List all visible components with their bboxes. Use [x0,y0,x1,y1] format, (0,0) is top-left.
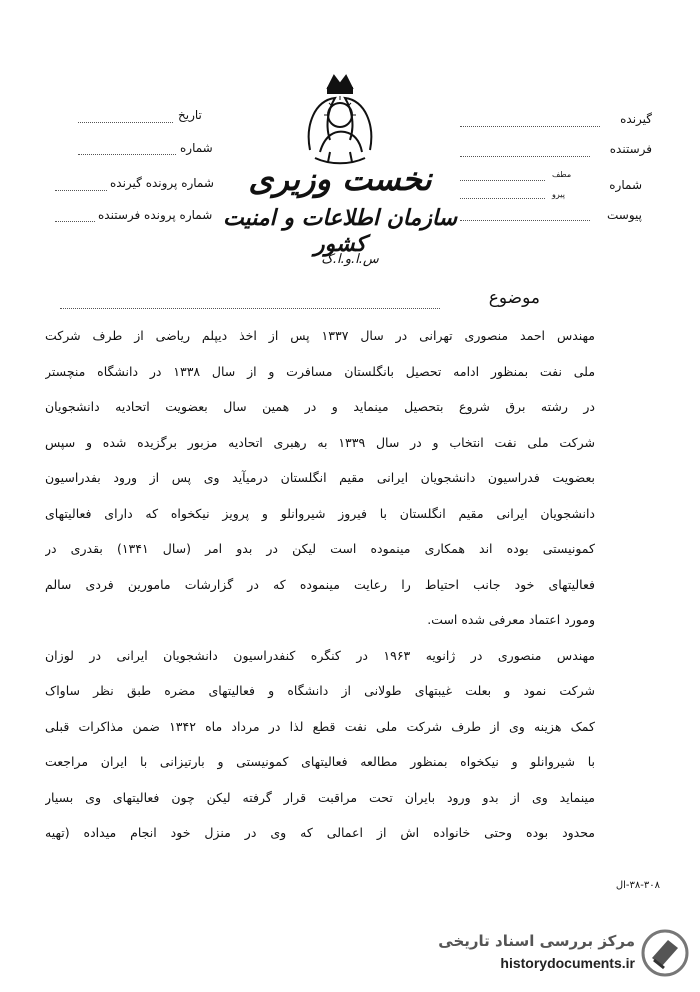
subject-line [60,308,440,309]
body-line: مینماید وی از بدو ورود بایران تحت مراقبت قرار گرفته لیکن چون فعالیتهای وی بسیار [45,789,595,805]
archive-logo-icon [640,928,690,978]
body-line: شرکت نمود و بعلت غیبتهای طولانی از دانشگاه و فعالیتهای مضره طبق نظر ساواک [45,683,595,698]
number-line-1 [460,180,545,181]
date-label: تاریخ [178,108,202,122]
document-reference-number: ۳۸-۳۰۸-ال [615,880,660,891]
body-line: کمک هزینه وی از طرف شرکت ملی نفت قطع لذا در مرداد ماه ۱۳۴۲ ضمن مذاکرات قبلی [45,718,595,734]
org-title: نخست وزیری [248,160,432,198]
left-number-line [78,154,176,155]
body-line: با شیروانلو و نیکخواه بمنظور مطالعه فعالیتهای کمونیستی و بارتیزانی با ایران مراجعت [45,754,595,769]
date-line [78,122,173,123]
body-line: ومورد اعتماد معرفی شده است. [427,612,595,627]
watermark-url[interactable]: historydocuments.ir [500,955,635,971]
sender-file-label: شماره پرونده فرستنده [98,208,213,222]
classification-code: س.ا.و.ا.ک [321,252,379,267]
document-body [45,318,595,851]
recipient-file-label: شماره پرونده گیرنده [110,176,214,190]
number-label: شماره [609,178,642,192]
sender-line [460,156,590,157]
attachment-label: پیوست [607,208,642,222]
sender-label: فرستنده [609,142,652,156]
left-number-label: شماره [180,141,213,155]
body-line: شرکت ملی نفت انتخاب و در سال ۱۳۳۹ به رهبری اتحادیه مزبور برگزیده شده و سپس [45,434,595,450]
watermark-title: مرکز بررسی اسناد تاریخی [438,932,635,950]
body-line: مهندس منصوری در ژانویه ۱۹۶۳ در کنگره کنفدراسیون دانشجویان ایرانی در لوزان [45,647,595,663]
body-line: بعضویت فدراسیون دانشجویان ایرانی مقیم انگلستان درمیآید وی پس از ورود بفدراسیون [45,470,595,485]
body-line: فعالیتهای خود جانب احتیاط را رعایت مینموده که در گزارشات مامورین فردی سالم [45,576,595,592]
lion-and-sun-emblem-icon [290,70,390,170]
body-line: دانشجویان ایرانی مقیم انگلستان با فیروز شیروانلو و پرویز نیکخواه که دارای فعالیتهای [45,505,595,521]
sender-file-line [55,221,95,222]
number-sub-2: پیرو [552,190,565,199]
recipient-label: گیرنده [620,112,652,126]
attachment-line [460,220,590,221]
subject-label: موضوع [488,288,540,308]
body-line: ملی نفت بمنظور ادامه تحصیل بانگلستان مسافرت و از سال ۱۳۳۸ در دانشگاه منچستر [45,363,595,379]
recipient-file-line [55,190,107,191]
org-subtitle: سازمان اطلاعات و امنیت کشور [222,205,458,257]
body-line: در رشته برق شروع بتحصیل مینماید و در همین سال بعضویت اتحادیه دانشجویان [45,399,595,414]
number-sub-1: مطف [552,170,572,179]
number-line-2 [460,198,545,199]
body-line: مهندس احمد منصوری تهرانی در سال ۱۳۳۷ پس از اخذ دیپلم ریاضی از طرف شرکت [45,328,595,343]
recipient-line [460,126,600,127]
body-line: کمونیستی بوده اند همکاری مینموده است لیکن در بدو امر (سال ۱۳۴۱) بقدری در [45,541,595,556]
body-line: محدود بوده وحتی خانواده اش از اعمالی که وی در منزل خود انجام میداده (تهیه [45,825,595,840]
